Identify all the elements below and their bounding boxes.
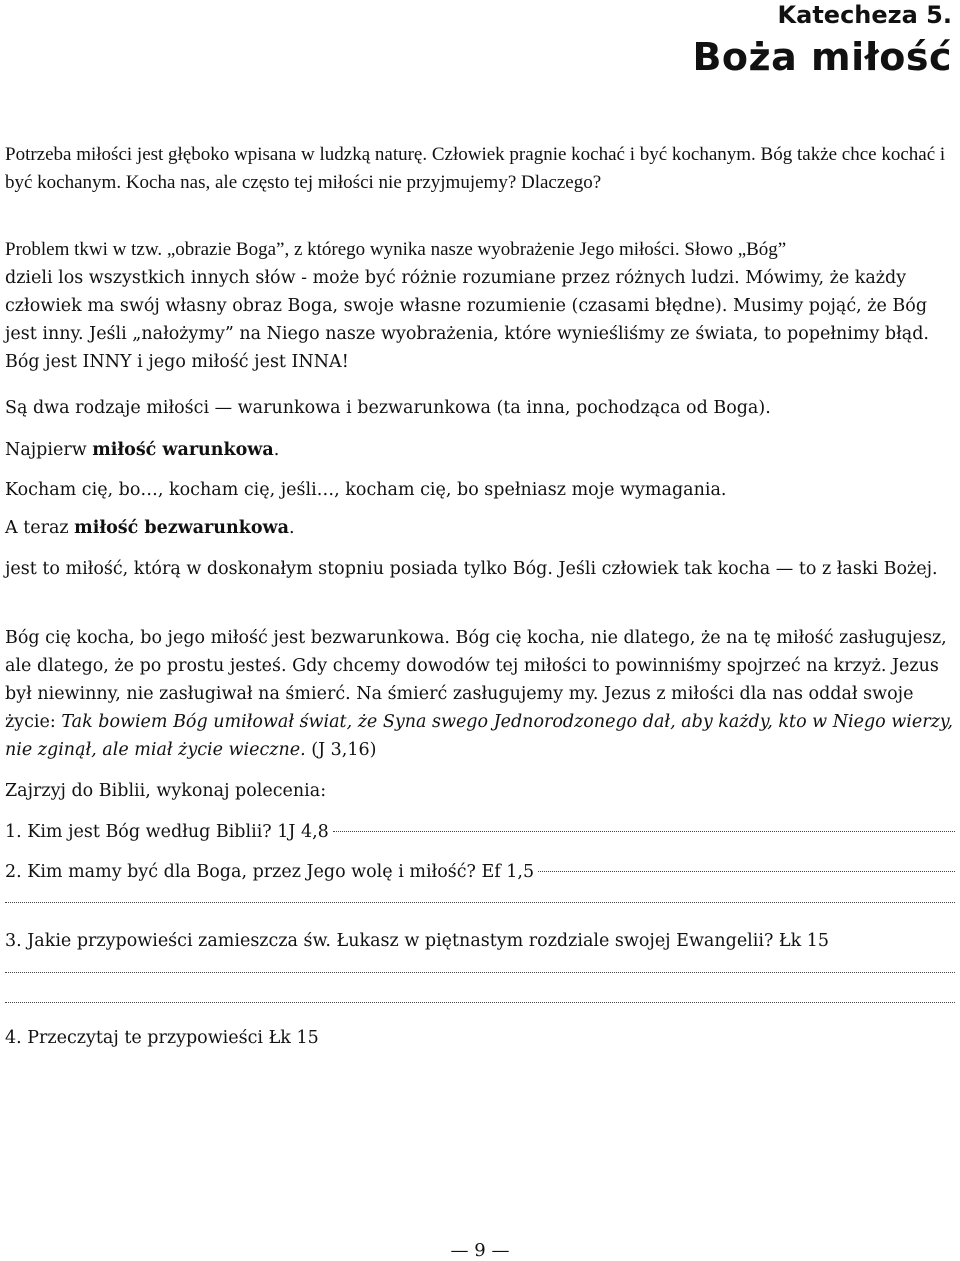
two-kinds-paragraph: Są dwa rodzaje miłości — warunkowa i bezwarunkowa (ta inna, pochodząca od Boga). [5, 398, 771, 418]
conditional-examples: Kocham cię, bo…, kocham cię, jeśli…, kocham cię, bo spełniasz moje wymagania. [5, 480, 727, 500]
page-title: Boża miłość [692, 35, 952, 79]
question-2 [5, 858, 955, 886]
answer-line-3b[interactable] [5, 1002, 955, 1003]
question-2-text: 2. Kim mamy być dla Boga, przez Jego wolę i miłość? Ef 1,5 [5, 862, 535, 882]
answer-line-3a[interactable] [5, 972, 955, 973]
question-4-text: 4. Przeczytaj te przypowieści Łk 15 [5, 1028, 319, 1048]
answer-line-2b[interactable] [5, 902, 955, 903]
catechesis-number: Katecheza 5. [777, 1, 952, 29]
question-1 [5, 818, 955, 846]
conditional-love-term: miłość warunkowa [92, 440, 274, 460]
unconditional-love-heading [5, 514, 955, 542]
unconditional-suffix: . [288, 518, 295, 538]
unconditional-love-term: miłość bezwarunkowa [74, 518, 289, 538]
problem-paragraph-lead: Problem tkwi w tzw. „obrazie Boga”, z którego wynika nasze wyobrażenie Jego miłości. Słowo „Bóg” [5, 239, 787, 260]
god-loves-paragraph [5, 624, 955, 764]
conditional-suffix: . [273, 440, 280, 460]
unconditional-prefix: A teraz [5, 518, 75, 538]
unconditional-description: jest to miłość, którą w doskonałym stopniu posiada tylko Bóg. Jeśli człowiek tak kocha — to z łaski Bożej. [5, 559, 938, 579]
conditional-love-heading [5, 436, 955, 464]
answer-line-1[interactable] [333, 831, 955, 832]
god-loves-text: Bóg cię kocha, bo jego miłość jest bezwarunkowa. Bóg cię kocha, nie dlatego, że na tę miłość zasługujesz, ale dlatego, że po prostu jesteś. Gdy chcemy dowodów tej miłości to powinniśmy spojrzeć na krzyż. Jezus był niewinny, nie zasługiwał na śmierć. Na śmierć zasługujemy my. Jezus z miłości dla nas oddał swoje życie: [5, 628, 947, 732]
scripture-reference: (J 3,16) [305, 740, 377, 760]
catechesis-header [692, 0, 952, 80]
conditional-prefix: Najpierw [5, 440, 93, 460]
question-3-text: 3. Jakie przypowieści zamieszcza św. Łukasz w piętnastym rozdziale swojej Ewangelii? Łk 15 [5, 931, 830, 951]
page-number: — 9 — [450, 1240, 510, 1261]
scripture-quote: Tak bowiem Bóg umiłował świat, że Syna swego Jednorodzonego dał, aby każdy, kto w Niego wierzy, nie zginął, ale miał życie wieczne. [5, 712, 953, 760]
bible-instructions: Zajrzyj do Biblii, wykonaj polecenia: [5, 781, 327, 801]
problem-paragraph: dzieli los wszystkich innych słów - może być różnie rozumiane przez różnych ludzi. Mówimy, że każdy człowiek ma swój własny obraz Boga, swoje własne rozumienie (czasami błędne). Musimy pojąć, że Bóg jest inny. Jeśli „nałożymy” na Niego nasze wyobrażenia, które wynieśliśmy ze świata, to popełnimy błąd. Bóg jest INNY i jego miłość jest INNA! [5, 268, 929, 372]
answer-line-2[interactable] [538, 871, 955, 872]
question-1-text: 1. Kim jest Bóg według Biblii? 1J 4,8 [5, 822, 329, 842]
intro-paragraph: Potrzeba miłości jest głęboko wpisana w ludzką naturę. Człowiek pragnie kochać i być kochanym. Bóg także chce kochać i być kochanym. Kocha nas, ale często tej miłości nie przyjmujemy? Dlaczego? [5, 144, 946, 193]
